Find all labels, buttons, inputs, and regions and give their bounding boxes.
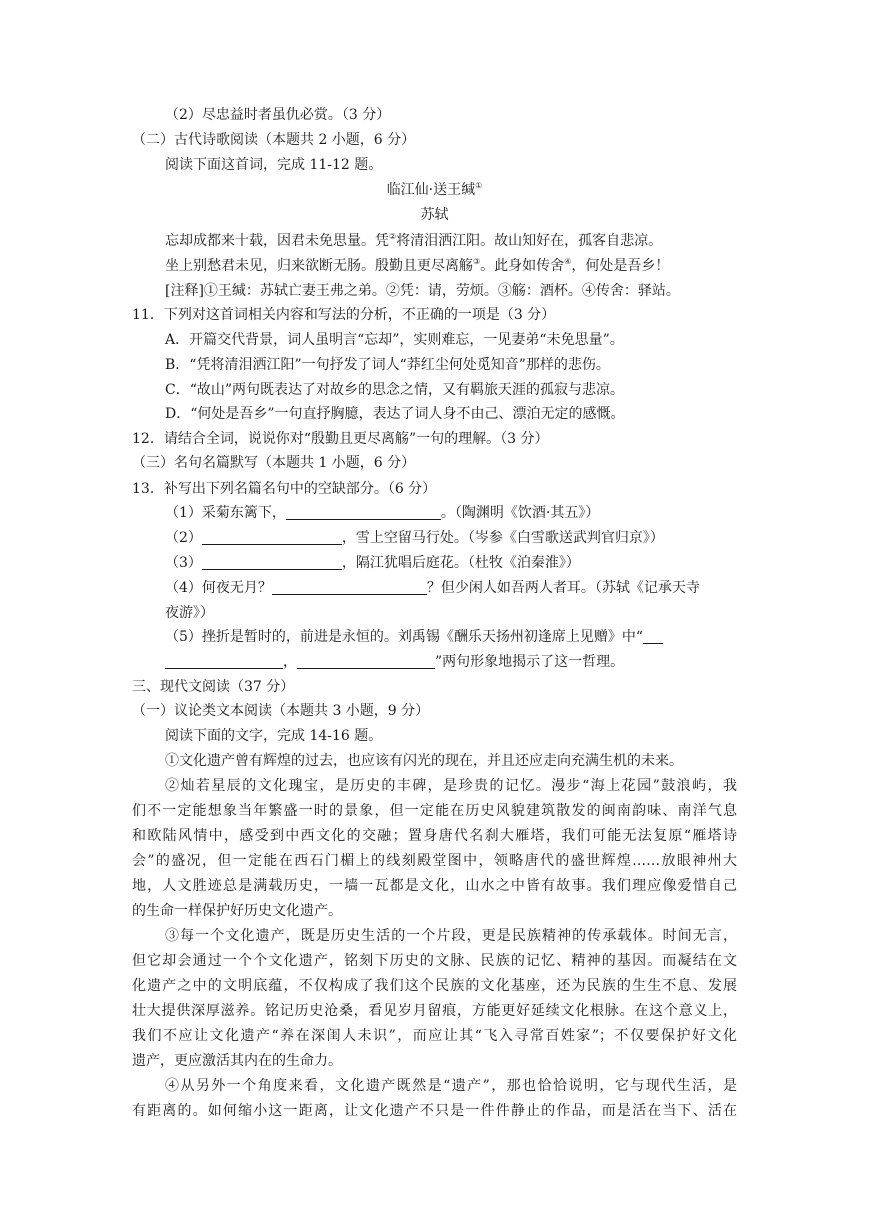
poem-author: 苏轼 bbox=[420, 207, 449, 223]
paragraph-4-line: ④从另外一个角度来看，文化遗产既然是“遗产”，那也恰恰说明，它与现代生活，是 bbox=[165, 1078, 737, 1094]
paragraph-1: ①文化遗产曾有辉煌的过去，也应该有闪光的现在，并且还应走向充满生机的未来。 bbox=[165, 753, 683, 769]
instruction: 阅读下面这首词，完成 11-12 题。 bbox=[165, 157, 383, 173]
answer-blank[interactable] bbox=[297, 654, 435, 669]
fill-item-4: （4）何夜无月？ ？但少闲人如吾两人者耳。（苏轼《记承天寺 bbox=[165, 580, 700, 596]
answer-blank[interactable] bbox=[202, 530, 342, 545]
paragraph-3-line: 但它却会通过一个个文化遗产，铭刻下历史的文脉、民族的记忆、精神的基因。而凝结在文 bbox=[132, 953, 737, 969]
answer-blank[interactable] bbox=[272, 580, 427, 595]
fill-item-1: （1）采菊东篱下， 。（陶渊明《饮酒·其五》） bbox=[165, 505, 600, 521]
answer-line-2: （2）尽忠益时者虽仇必赏。（3 分） bbox=[165, 107, 391, 123]
paragraph-4-line: 有距离的。如何缩小这一距离，让文化遗产不只是一件件静止的作品，而是活在当下、活在 bbox=[132, 1103, 737, 1119]
paragraph-3-line: 壮大提供深厚滋养。铭记历史沧桑，看见岁月留痕，方能更好延续文化根脉。在这个意义上， bbox=[132, 1003, 737, 1019]
paragraph-3-line: ③每一个文化遗产，既是历史生活的一个片段，更是民族精神的传承载体。时间无言， bbox=[165, 928, 737, 944]
fill-item-5-cont: ， ”两句形象地揭示了这一哲理。 bbox=[165, 652, 624, 672]
poem-title: 临江仙·送王缄① bbox=[386, 181, 483, 198]
paragraph-2-line: 地，人文胜迹总是满载历史，一墙一瓦都是文化，山水之中皆有故事。我们理应像爱惜自己 bbox=[132, 878, 737, 894]
answer-blank[interactable] bbox=[643, 629, 663, 644]
answer-blank[interactable] bbox=[202, 555, 342, 570]
paragraph-2-line: 和欧陆风情中，感受到中西文化的交融；置身唐代名刹大雁塔，我们可能无法复原“雁塔诗 bbox=[132, 828, 737, 844]
section-heading-poetry: （二）古代诗歌阅读（本题共 2 小题，6 分） bbox=[132, 132, 416, 148]
paragraph-2-line: 们不一定能想象当年繁盛一时的景象，但一定能在历史风貌建筑散发的闽南韵味、南洋气息 bbox=[132, 803, 737, 819]
instruction: 阅读下面的文字，完成 14-16 题。 bbox=[165, 728, 383, 744]
option-c: C．“故山”两句既表达了对故乡的思念之情，又有羁旅天涯的孤寂与悲凉。 bbox=[165, 382, 625, 398]
question-12: 12．请结合全词，说说你对“殷勤且更尽离觞”一句的理解。（3 分） bbox=[132, 431, 549, 447]
question-13: 13．补写出下列名篇名句中的空缺部分。（6 分） bbox=[132, 481, 437, 497]
answer-blank[interactable] bbox=[165, 654, 283, 669]
option-b: B．“凭将清泪洒江阳”一句抒发了词人“莽红尘何处觅知音”那样的悲伤。 bbox=[165, 357, 610, 373]
fill-item-3: （3） ，隔江犹唱后庭花。（杜牧《泊秦淮》） bbox=[165, 555, 580, 571]
question-11: 11．下列对这首词相关内容和写法的分析，不正确的一项是（3 分） bbox=[132, 307, 556, 323]
answer-blank[interactable] bbox=[286, 505, 441, 520]
poem-line-1: 忘却成都来十载，因君未免思量。凭②将清泪洒江阳。故山知好在，孤客自悲凉。 bbox=[165, 232, 663, 249]
poem-notes: [注释]①王缄：苏轼亡妻王弗之弟。②凭：请，劳烦。③觞：酒杯。④传舍：驿站。 bbox=[165, 283, 680, 299]
fill-item-4-cont: 夜游》） bbox=[165, 605, 214, 621]
paragraph-2-line: 的生命一样保护好历史文化遗产。 bbox=[132, 903, 342, 919]
paragraph-2-line: 会”的盛况，但一定能在西石门楣上的线刻殿堂图中，领略唐代的盛世辉煌……放眼神州大 bbox=[132, 853, 737, 869]
option-a: A．开篇交代背景，词人虽明言“忘却”，实则难忘，一见妻弟“未免思量”。 bbox=[165, 332, 624, 348]
paragraph-3-line: 我们不应让文化遗产“养在深闺人未识”，而应让其“飞入寻常百姓家”；不仅要保护好文化 bbox=[132, 1028, 737, 1044]
fill-item-2: （2） ，雪上空留马行处。（岑参《白雪歌送武判官归京》） bbox=[165, 530, 664, 546]
section-heading-modern: 三、现代文阅读（37 分） bbox=[132, 679, 295, 695]
paragraph-2-line: ②灿若星辰的文化瑰宝，是历史的丰碑，是珍贵的记忆。漫步“海上花园”鼓浪屿，我 bbox=[165, 778, 737, 794]
fill-item-5: （5）挫折是暂时的，前进是永恒的。刘禹锡《酬乐天扬州初逢席上见赠》中“ bbox=[165, 627, 663, 647]
section-heading-argument: （一）议论类文本阅读（本题共 3 小题，9 分） bbox=[132, 703, 430, 719]
option-d: D．“何处是吾乡”一句直抒胸臆，表达了词人身不由己、漂泊无定的感慨。 bbox=[165, 406, 625, 422]
poem-line-2: 坐上别愁君未见，归来欲断无肠。殷勤且更尽离觞③。此身如传舍④，何处是吾乡！ bbox=[165, 257, 670, 274]
paragraph-3-line: 化遗产之中的文明底蕴，不仅构成了我们这个民族的文化基座，还为民族的生生不息、发展 bbox=[132, 978, 737, 994]
section-heading-recitation: （三）名句名篇默写（本题共 1 小题，6 分） bbox=[132, 455, 416, 471]
paragraph-3-line: 遗产，更应激活其内在的生命力。 bbox=[132, 1053, 342, 1069]
